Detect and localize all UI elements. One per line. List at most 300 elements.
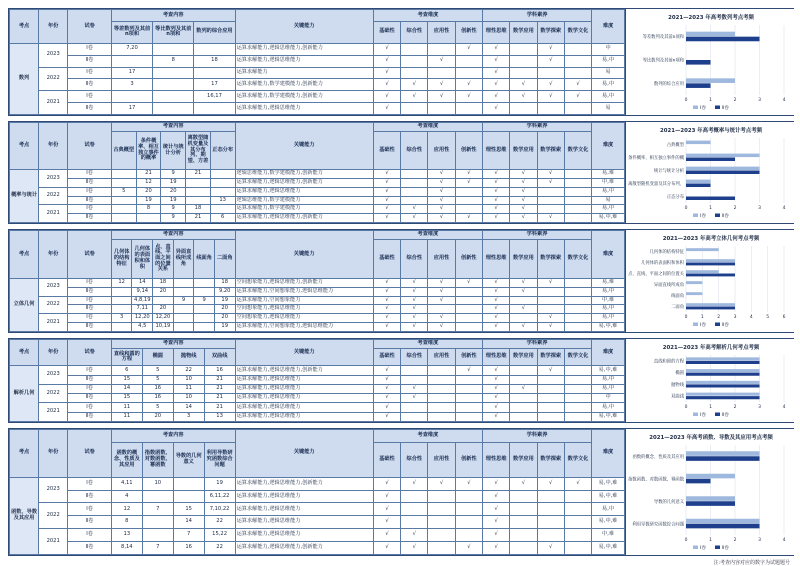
dimension-check-cell: √	[401, 542, 428, 555]
chart-title: 2021—2023 年高考立体几何考点考频	[662, 236, 760, 242]
dimension-col-header: 基础性	[373, 239, 400, 278]
dimension-check-cell: √	[401, 384, 428, 393]
question-number-cell	[210, 179, 235, 188]
literacy-check-cell: √	[482, 278, 509, 287]
paper-cell: Ⅰ卷	[68, 477, 112, 490]
question-number-cell	[194, 67, 235, 79]
dimension-col-header: 创新性	[455, 349, 482, 366]
literacy-check-cell: √	[482, 323, 509, 332]
question-number-cell	[111, 55, 152, 67]
bar	[686, 496, 735, 501]
category-label: 数列的综合应用	[653, 81, 684, 87]
dimension-check-cell: √	[373, 43, 400, 55]
literacy-check-cell: √	[537, 314, 564, 323]
table-row	[10, 516, 625, 529]
literacy-check-cell: √	[483, 375, 510, 384]
legend-swatch	[715, 214, 720, 218]
literacy-check-cell: √	[537, 179, 564, 188]
tick-label: 4	[749, 315, 753, 320]
bar	[686, 369, 760, 372]
content-col-header: 椭圆	[142, 349, 173, 366]
difficulty-cell: 易	[592, 67, 625, 79]
content-col-header: 正态分布	[210, 131, 235, 170]
topic-section	[8, 229, 794, 333]
literacy-check-cell	[510, 542, 537, 555]
bar	[686, 357, 760, 360]
literacy-check-cell	[510, 375, 537, 384]
bar	[686, 158, 735, 162]
year-cell: 2021	[39, 529, 68, 555]
bar	[686, 292, 702, 295]
dimension-check-cell: √	[373, 187, 400, 196]
category-label: 统计与统计分析	[653, 169, 684, 174]
dimension-check-cell: √	[428, 179, 455, 188]
question-number-cell: 4,11	[111, 477, 142, 490]
dimension-check-cell	[401, 187, 428, 196]
literacy-check-cell: √	[483, 55, 510, 67]
tick-label: 1	[709, 98, 712, 103]
question-number-cell: 20	[136, 187, 161, 196]
literacy-check-cell	[510, 55, 537, 67]
dimension-check-cell: √	[373, 503, 400, 516]
dimension-check-cell	[455, 296, 482, 305]
category-label: 指数函数、对数函数、幂函数	[628, 477, 684, 483]
dimension-check-cell: √	[373, 287, 400, 296]
dimension-check-cell	[455, 503, 482, 516]
legend-swatch	[715, 323, 720, 327]
topic-section	[8, 8, 794, 116]
dimension-check-cell	[455, 375, 482, 384]
question-number-cell	[186, 196, 211, 205]
header-difficulty: 难度	[592, 123, 625, 170]
header-paper: 试卷	[68, 231, 112, 279]
difficulty-cell: 易,中	[592, 314, 625, 323]
question-number-cell	[173, 314, 194, 323]
category-label: 二面角	[671, 305, 684, 310]
paper-cell: Ⅰ卷	[68, 503, 112, 516]
table-row	[10, 296, 625, 305]
exam-table	[9, 9, 625, 115]
exam-table	[9, 429, 625, 555]
topic-section	[8, 338, 794, 423]
content-col-header: 等比数列及其前n项和	[153, 21, 194, 43]
question-number-cell	[210, 187, 235, 196]
dimension-check-cell: √	[455, 79, 482, 91]
literacy-check-cell: √	[510, 287, 537, 296]
tick-label: 1	[709, 206, 712, 211]
legend-swatch	[693, 323, 698, 327]
tick-label: 3	[758, 538, 761, 543]
dimension-check-cell: √	[455, 214, 482, 223]
header-topic: 考点	[10, 10, 39, 44]
category-label: 直线和圆的方程	[653, 359, 684, 365]
dimension-check-cell: √	[428, 187, 455, 196]
legend-swatch	[693, 546, 698, 550]
exam-table	[9, 339, 625, 422]
dimension-col-header: 综合性	[401, 442, 428, 477]
dimension-col-header: 应用性	[428, 131, 455, 170]
year-cell: 2022	[39, 503, 68, 529]
literacy-check-cell: √	[564, 91, 591, 103]
bar	[686, 263, 735, 266]
dimension-check-cell: √	[373, 477, 400, 490]
key-ability-cell: 运算求解能力,数学建模能力	[235, 205, 373, 214]
question-number-cell	[153, 103, 194, 115]
header-paper: 试卷	[68, 10, 112, 44]
key-ability-cell: 运算求解能力,逻辑思维能力,创新能力	[235, 214, 373, 223]
question-number-cell: 21	[204, 375, 235, 384]
dimension-check-cell	[401, 179, 428, 188]
literacy-check-cell: √	[537, 170, 564, 179]
dimension-check-cell	[428, 403, 455, 412]
dimension-check-cell	[455, 323, 482, 332]
literacy-check-cell	[537, 67, 564, 79]
literacy-check-cell	[537, 103, 564, 115]
question-number-cell: 22	[204, 516, 235, 529]
paper-cell: Ⅱ卷	[68, 394, 112, 403]
year-cell: 2021	[39, 314, 68, 332]
dimension-col-header: 应用性	[428, 21, 455, 43]
bar	[686, 37, 760, 42]
question-number-cell	[111, 205, 136, 214]
question-number-cell	[194, 314, 215, 323]
literacy-check-cell	[537, 516, 564, 529]
difficulty-cell: 易,中	[592, 91, 625, 103]
paper-cell: Ⅱ卷	[68, 490, 112, 503]
literacy-check-cell	[537, 490, 564, 503]
tick-label: 1	[700, 315, 704, 320]
dimension-check-cell	[401, 67, 428, 79]
question-number-cell	[111, 196, 136, 205]
paper-cell: Ⅰ卷	[68, 529, 112, 542]
literacy-check-cell	[564, 278, 591, 287]
question-number-cell: 10	[173, 394, 204, 403]
paper-cell: Ⅰ卷	[68, 205, 112, 214]
literacy-check-cell	[564, 516, 591, 529]
table-row	[10, 384, 625, 393]
legend-label: Ⅰ卷	[700, 546, 706, 551]
dimension-check-cell	[455, 384, 482, 393]
difficulty-cell: 易,中	[592, 205, 625, 214]
dimension-check-cell	[455, 205, 482, 214]
chart-svg	[626, 429, 796, 555]
question-number-cell	[111, 214, 136, 223]
paper-cell: Ⅰ卷	[68, 384, 112, 393]
tick-label: 4	[782, 98, 786, 103]
tick-label: 0	[684, 315, 688, 320]
difficulty-cell: 易,中,难	[592, 412, 625, 421]
literacy-check-cell	[564, 205, 591, 214]
dimension-col-header: 创新性	[455, 21, 482, 43]
question-number-cell: 7,11	[132, 305, 153, 314]
literacy-check-cell	[537, 503, 564, 516]
legend-swatch	[715, 413, 720, 417]
question-number-cell: 7	[173, 529, 204, 542]
header-difficulty: 难度	[592, 430, 625, 478]
table-row	[10, 412, 625, 421]
key-ability-cell: 运算求解能力,逻辑思维能力	[235, 503, 373, 516]
literacy-check-cell: √	[483, 403, 510, 412]
difficulty-cell: 易,中	[592, 403, 625, 412]
question-number-cell: 15	[111, 394, 142, 403]
dimension-check-cell	[455, 403, 482, 412]
category-label: 椭圆	[675, 371, 684, 377]
table-row	[10, 394, 625, 403]
literacy-check-cell	[564, 67, 591, 79]
legend-swatch	[693, 214, 698, 218]
question-number-cell: 15	[173, 503, 204, 516]
dimension-check-cell	[428, 542, 455, 555]
dimension-check-cell	[455, 67, 482, 79]
literacy-col-header: 数学探索	[537, 131, 564, 170]
question-number-cell: 10	[173, 375, 204, 384]
literacy-check-cell	[537, 305, 564, 314]
dimension-check-cell: √	[373, 529, 400, 542]
bar	[686, 451, 760, 456]
question-number-cell: 20	[153, 305, 174, 314]
difficulty-cell: 易,中,难	[592, 516, 625, 529]
question-number-cell	[210, 170, 235, 179]
header-dimension: 考查维度	[373, 10, 482, 22]
key-ability-cell: 运算求解能力,逻辑思维能力	[235, 403, 373, 412]
chart-svg	[626, 122, 796, 223]
bar	[686, 307, 735, 310]
table-row	[10, 366, 625, 375]
question-number-cell: 18	[194, 55, 235, 67]
paper-cell: Ⅰ卷	[68, 403, 112, 412]
dimension-check-cell	[455, 187, 482, 196]
question-number-cell: 20	[153, 287, 174, 296]
difficulty-cell: 易,中	[592, 187, 625, 196]
dimension-col-header: 创新性	[455, 442, 482, 477]
year-cell: 2023	[39, 477, 68, 503]
bar	[686, 384, 760, 387]
header-content: 考查内容	[111, 430, 235, 443]
dimension-check-cell: √	[373, 179, 400, 188]
question-number-cell: 8	[153, 55, 194, 67]
literacy-check-cell: √	[483, 79, 510, 91]
literacy-check-cell	[510, 43, 537, 55]
question-number-cell	[153, 91, 194, 103]
tick-label: 1	[709, 405, 712, 410]
literacy-check-cell: √	[482, 205, 509, 214]
literacy-col-header: 数学探索	[537, 21, 564, 43]
literacy-check-cell: √	[483, 366, 510, 375]
dimension-col-header: 综合性	[401, 239, 428, 278]
question-number-cell	[173, 305, 194, 314]
literacy-check-cell: √	[482, 187, 509, 196]
header-dimension: 考查维度	[373, 231, 482, 240]
content-col-header: 线面角	[194, 239, 215, 278]
literacy-check-cell: √	[483, 412, 510, 421]
difficulty-cell: 易,中	[592, 55, 625, 67]
dimension-check-cell	[401, 412, 428, 421]
header-dimension: 考查维度	[373, 430, 482, 443]
header-year: 年份	[39, 231, 68, 279]
dimension-check-cell: √	[401, 296, 428, 305]
dimension-check-cell: √	[428, 314, 455, 323]
dimension-check-cell	[401, 170, 428, 179]
question-number-cell: 3	[111, 79, 152, 91]
legend-swatch	[715, 546, 720, 550]
literacy-check-cell: √	[510, 196, 537, 205]
literacy-check-cell	[510, 67, 537, 79]
literacy-check-cell: √	[510, 323, 537, 332]
header-difficulty: 难度	[592, 10, 625, 44]
legend-label: Ⅰ卷	[700, 214, 706, 219]
topic-cell: 立体几何	[10, 278, 39, 331]
content-col-header: 异面直线所成角	[173, 239, 194, 278]
question-number-cell	[111, 170, 136, 179]
question-number-cell: 9	[161, 170, 186, 179]
literacy-check-cell: √	[537, 91, 564, 103]
question-number-cell	[194, 278, 215, 287]
literacy-check-cell	[564, 214, 591, 223]
key-ability-cell: 运算求解能力,数学建模能力,创新能力	[235, 91, 373, 103]
literacy-col-header: 数学文化	[564, 349, 591, 366]
year-cell: 2023	[39, 366, 68, 385]
header-key-ability: 关键能力	[235, 123, 373, 170]
literacy-col-header: 理性思维	[483, 442, 510, 477]
dimension-check-cell: √	[428, 477, 455, 490]
key-ability-cell: 运算求解能力,逻辑思维能力	[235, 103, 373, 115]
literacy-col-header: 数学探索	[537, 239, 564, 278]
question-number-cell: 18	[186, 205, 211, 214]
literacy-check-cell: √	[482, 170, 509, 179]
bar	[686, 259, 735, 262]
bar	[686, 281, 702, 284]
question-number-cell	[186, 179, 211, 188]
bar	[686, 373, 760, 376]
literacy-check-cell	[564, 43, 591, 55]
paper-cell: Ⅱ卷	[68, 412, 112, 421]
dimension-check-cell: √	[455, 477, 482, 490]
table-row	[10, 305, 625, 314]
literacy-check-cell: √	[537, 79, 564, 91]
dimension-check-cell: √	[373, 170, 400, 179]
question-number-cell: 6,11,22	[204, 490, 235, 503]
question-number-cell: 9	[161, 205, 186, 214]
literacy-check-cell	[537, 403, 564, 412]
legend-swatch	[693, 106, 698, 110]
key-ability-cell: 运算求解能力,数学建模能力,创新能力	[235, 79, 373, 91]
question-number-cell: 9,20	[214, 287, 235, 296]
literacy-check-cell: √	[564, 477, 591, 490]
question-number-cell: 7	[142, 503, 173, 516]
literacy-check-cell: √	[510, 179, 537, 188]
question-number-cell	[173, 287, 194, 296]
dimension-check-cell	[455, 490, 482, 503]
bar	[686, 154, 760, 158]
paper-cell: Ⅰ卷	[68, 187, 112, 196]
difficulty-cell: 易,难	[592, 278, 625, 287]
key-ability-cell: 运算求解能力,逻辑思维能力,创新能力	[235, 542, 373, 555]
literacy-check-cell	[537, 296, 564, 305]
literacy-check-cell: √	[537, 366, 564, 375]
header-literacy: 学科素养	[482, 231, 591, 240]
year-cell: 2021	[39, 205, 68, 223]
literacy-check-cell	[564, 170, 591, 179]
dimension-check-cell: √	[373, 91, 400, 103]
literacy-check-cell: √	[510, 91, 537, 103]
literacy-check-cell	[564, 394, 591, 403]
literacy-check-cell	[537, 205, 564, 214]
year-cell: 2023	[39, 278, 68, 296]
dimension-check-cell: √	[401, 314, 428, 323]
key-ability-cell: 运算求解能力,逻辑思维能力,创新能力	[235, 477, 373, 490]
content-col-header: 双曲线	[204, 349, 235, 366]
chart-title: 2021—2023 年高考解析几何考点考频	[662, 345, 760, 351]
difficulty-cell: 易,中	[592, 503, 625, 516]
dimension-check-cell	[428, 394, 455, 403]
chart-svg	[626, 339, 796, 422]
paper-cell: Ⅱ卷	[68, 79, 112, 91]
paper-cell: Ⅱ卷	[68, 516, 112, 529]
table-row	[10, 542, 625, 555]
dimension-check-cell	[428, 503, 455, 516]
question-number-cell	[194, 323, 215, 332]
header-dimension: 考查维度	[373, 340, 482, 349]
dimension-check-cell	[428, 43, 455, 55]
header-paper: 试卷	[68, 340, 112, 366]
dimension-check-cell	[455, 314, 482, 323]
key-ability-cell: 运算求解能力,逻辑思维能力	[235, 490, 373, 503]
content-col-header: 抛物线	[173, 349, 204, 366]
tick-label: 3	[758, 98, 761, 103]
key-ability-cell: 空间想象能力,逻辑思维能力	[235, 314, 373, 323]
key-ability-cell: 运算求解能力,逻辑思维能力,创新能力	[235, 43, 373, 55]
table-row	[10, 79, 625, 91]
bar	[686, 32, 735, 37]
question-number-cell	[173, 490, 204, 503]
exam-table	[9, 230, 625, 332]
category-label: 古典概型	[666, 143, 684, 148]
question-number-cell	[111, 296, 132, 305]
question-number-cell: 21	[204, 403, 235, 412]
literacy-check-cell	[537, 529, 564, 542]
literacy-check-cell: √	[482, 296, 509, 305]
question-number-cell: 15	[111, 375, 142, 384]
literacy-check-cell: √	[483, 103, 510, 115]
frequency-chart	[625, 9, 795, 115]
question-number-cell	[210, 205, 235, 214]
question-number-cell	[111, 323, 132, 332]
question-number-cell	[173, 278, 194, 287]
question-number-cell: 19	[136, 196, 161, 205]
bar	[686, 78, 735, 83]
table-row	[10, 103, 625, 115]
bar	[686, 83, 711, 88]
literacy-check-cell: √	[483, 67, 510, 79]
paper-cell: Ⅰ卷	[68, 296, 112, 305]
header-year: 年份	[39, 10, 68, 44]
question-number-cell: 21	[186, 170, 211, 179]
literacy-check-cell	[564, 196, 591, 205]
question-number-cell: 20	[142, 412, 173, 421]
question-number-cell: 6	[210, 214, 235, 223]
difficulty-cell: 易,中,难	[592, 214, 625, 223]
dimension-check-cell	[428, 305, 455, 314]
question-number-cell: 21	[204, 394, 235, 403]
literacy-check-cell	[564, 103, 591, 115]
question-number-cell: 14	[173, 516, 204, 529]
dimension-check-cell	[455, 196, 482, 205]
legend-label: Ⅰ卷	[700, 413, 706, 418]
question-number-cell: 17	[111, 67, 152, 79]
bar	[686, 519, 760, 524]
question-number-cell: 6	[111, 366, 142, 375]
header-topic: 考点	[10, 430, 39, 478]
